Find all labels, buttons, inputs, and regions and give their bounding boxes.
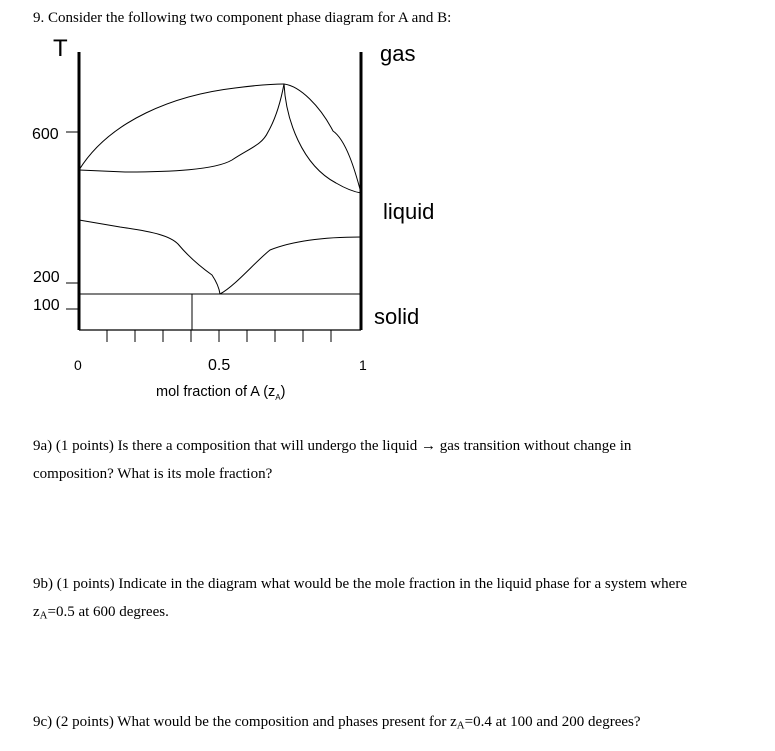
question-9b-line1: 9b) (1 points) Indicate in the diagram what would be the mole fraction in the liquid phase for a system where (33, 576, 687, 592)
region-label-solid: solid (374, 304, 420, 329)
y-axis-label: T (53, 35, 68, 62)
question-9b (33, 576, 687, 593)
question-9a (33, 438, 631, 455)
left-bubble-curve (79, 84, 284, 172)
x-axis-label-sub: A (275, 393, 281, 402)
liquidus-left-curve (79, 220, 220, 294)
question-9c-sub: A (456, 719, 465, 732)
question-9a-line1: 9a) (1 points) Is there a composition that will undergo the liquid → gas transition without change in (33, 438, 632, 454)
left-dew-curve (79, 84, 284, 170)
x-axis-label-suffix: ) (280, 384, 286, 400)
region-label-gas: gas (380, 41, 416, 66)
y-tick-200-label: 200 (33, 269, 60, 286)
region-label-liquid: liquid (383, 199, 435, 224)
y-tick-100-label: 100 (33, 297, 60, 314)
question-9b-rest: =0.5 at 600 degrees. (47, 604, 169, 620)
liquidus-right-curve (220, 237, 361, 294)
question-9c-suffix: =0.4 at 100 and 200 degrees? (464, 714, 641, 730)
question-9a-cont (33, 466, 272, 483)
x-axis-minor-ticks (107, 330, 331, 342)
y-tick-600-label: 600 (32, 126, 59, 143)
question-9b-var: z (33, 604, 40, 620)
x-axis-label (156, 384, 285, 402)
right-bubble-curve (284, 84, 361, 193)
x-tick-1-label: 1 (359, 357, 367, 373)
x-tick-0.5-label: 0.5 (208, 357, 231, 374)
question-9-title-text: 9. Consider the following two component phase diagram for A and B: (33, 10, 452, 26)
question-9a-line2: composition? What is its mole fraction? (33, 466, 273, 482)
question-9c (33, 714, 641, 732)
question-9b-cont (33, 604, 169, 622)
question-9b-sub: A (39, 609, 48, 622)
x-axis-label-prefix: mol fraction of A (z (156, 384, 276, 400)
x-tick-0-label: 0 (74, 357, 82, 373)
question-9c-prefix: 9c) (2 points) What would be the composition and phases present for z (33, 714, 457, 730)
right-dew-curve (284, 84, 361, 193)
